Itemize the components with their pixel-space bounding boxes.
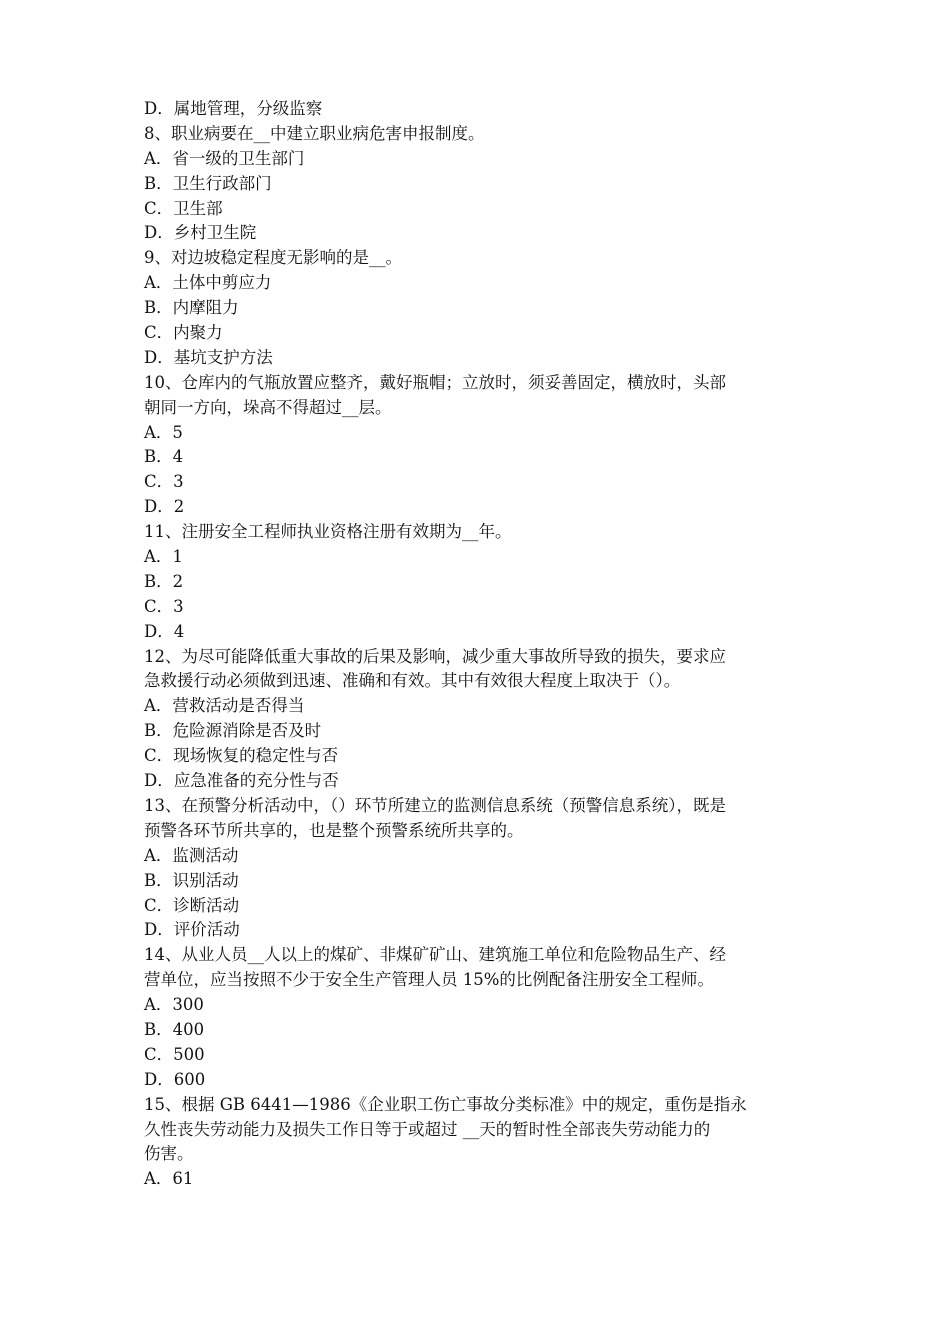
text-line: D．2 <box>144 497 185 517</box>
text-line: 营单位，应当按照不少于安全生产管理人员 15%的比例配备注册安全工程师。 <box>144 970 714 990</box>
text-line: C．卫生部 <box>144 198 223 218</box>
text-line: D．4 <box>144 621 185 641</box>
text-line: 14、从业人员__人以上的煤矿、非煤矿矿山、建筑施工单位和危险物品生产、经 <box>144 945 726 965</box>
text-line: B．内摩阻力 <box>144 298 239 318</box>
text-line: A．300 <box>144 995 204 1015</box>
text-line: 急救援行动必须做到迅速、准确和有效。其中有效很大程度上取决于（）。 <box>144 671 681 691</box>
text-line: 9、对边坡稳定程度无影响的是__。 <box>144 248 402 268</box>
text-line: A．1 <box>144 547 183 567</box>
text-line: B．4 <box>144 447 184 467</box>
text-line: D．属地管理，分级监察 <box>144 99 323 118</box>
text-line: A．监测活动 <box>144 845 239 865</box>
text-line: D．基坑支护方法 <box>144 347 273 367</box>
text-line: B．2 <box>144 571 184 591</box>
text-line: A．61 <box>144 1169 194 1189</box>
text-line: 12、为尽可能降低重大事故的后果及影响，减少重大事故所导致的损失，要求应 <box>144 646 726 666</box>
text-line: A．5 <box>144 422 183 442</box>
text-line: 11、注册安全工程师执业资格注册有效期为__年。 <box>144 522 512 542</box>
text-line: D．乡村卫生院 <box>144 223 257 243</box>
text-line: 13、在预警分析活动中，（）环节所建立的监测信息系统（预警信息系统），既是 <box>144 795 726 815</box>
text-line: C．内聚力 <box>144 323 223 343</box>
text-line: C．诊断活动 <box>144 895 240 915</box>
text-line: D．应急准备的充分性与否 <box>144 771 339 791</box>
text-line: C．现场恢复的稳定性与否 <box>144 746 339 766</box>
text-line: 8、职业病要在__中建立职业病危害申报制度。 <box>144 123 485 143</box>
text-line: D．600 <box>144 1069 206 1089</box>
text-line: A．省一级的卫生部门 <box>144 148 305 168</box>
text-line: 朝同一方向，垛高不得超过__层。 <box>144 397 392 417</box>
text-line: C．3 <box>144 472 184 492</box>
text-line: 15、根据 GB 6441—1986《企业职工伤亡事故分类标准》中的规定，重伤是指永 <box>144 1094 747 1114</box>
text-line: D．评价活动 <box>144 920 240 940</box>
text-line: C．500 <box>144 1044 205 1064</box>
text-line: C．3 <box>144 596 184 616</box>
text-line: B．危险源消除是否及时 <box>144 721 322 741</box>
document-body <box>144 97 824 1192</box>
text-line: 预警各环节所共享的，也是整个预警系统所共享的。 <box>144 820 524 840</box>
text-line: A．土体中剪应力 <box>144 273 272 293</box>
text-line: 伤害。 <box>144 1144 194 1164</box>
text-line: 10、仓库内的气瓶放置应整齐，戴好瓶帽；立放时，须妥善固定，横放时，头部 <box>144 372 726 392</box>
text-line: A．营救活动是否得当 <box>144 696 305 716</box>
text-line: 久性丧失劳动能力及损失工作日等于或超过 __天的暂时性全部丧失劳动能力的 <box>144 1119 711 1139</box>
text-line: B．400 <box>144 1019 205 1039</box>
text-line: B．卫生行政部门 <box>144 173 272 193</box>
text-line: B．识别活动 <box>144 870 239 890</box>
